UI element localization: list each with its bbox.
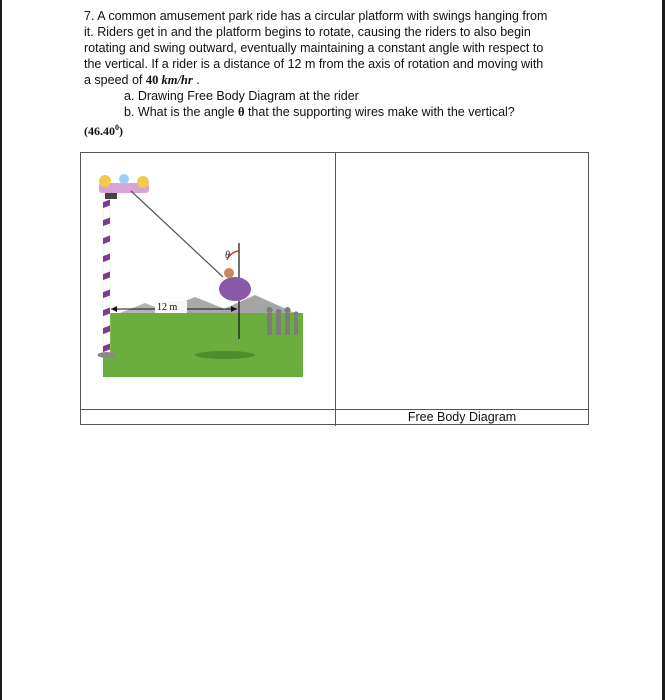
- rider-head: [224, 268, 234, 278]
- question-line: it. Riders get in and the platform begins to rotate, causing the riders to also begin: [84, 25, 531, 39]
- question-block: [84, 8, 584, 139]
- question-line: the vertical. If a rider is a distance of 12 m from the axis of rotation and moving with: [84, 57, 544, 71]
- speed-prefix: a speed of: [84, 73, 146, 87]
- part-a: a. Drawing Free Body Diagram at the rider: [124, 89, 359, 103]
- ground-shadow: [195, 351, 255, 359]
- pole-stripes: [103, 200, 110, 353]
- rider-seat: [219, 277, 251, 301]
- ride-top-ornament: [99, 174, 149, 199]
- part-b: b. What is the angle θ that the supporting wires make with the vertical?: [124, 105, 515, 119]
- fbd-label: Free Body Diagram: [407, 410, 517, 424]
- angle-label: θ: [225, 250, 230, 261]
- question-speed-line: [84, 72, 584, 88]
- answer-table: [80, 152, 589, 425]
- grass-field: [103, 313, 303, 377]
- diagram-cell: [336, 153, 588, 409]
- distance-label: 12 m: [157, 302, 178, 313]
- theta-symbol: θ: [237, 105, 245, 119]
- speed-value: 40 km/hr: [145, 73, 193, 87]
- pole-base: [98, 352, 116, 358]
- question-line: rotating and swing outward, eventually maintaining a constant angle with respect to: [84, 41, 544, 55]
- question-line: 7. A common amusement park ride has a circular platform with swings hanging from: [84, 9, 548, 23]
- support-wire: [131, 191, 223, 277]
- swing-ride-illustration: [95, 165, 315, 385]
- arrowhead-left: [111, 306, 117, 312]
- table-label-row: [81, 409, 588, 425]
- figure-cell: [81, 153, 336, 409]
- speed-suffix: .: [192, 73, 200, 87]
- document-page: [2, 0, 662, 700]
- answer-value: (46.40$^0$): [84, 123, 123, 138]
